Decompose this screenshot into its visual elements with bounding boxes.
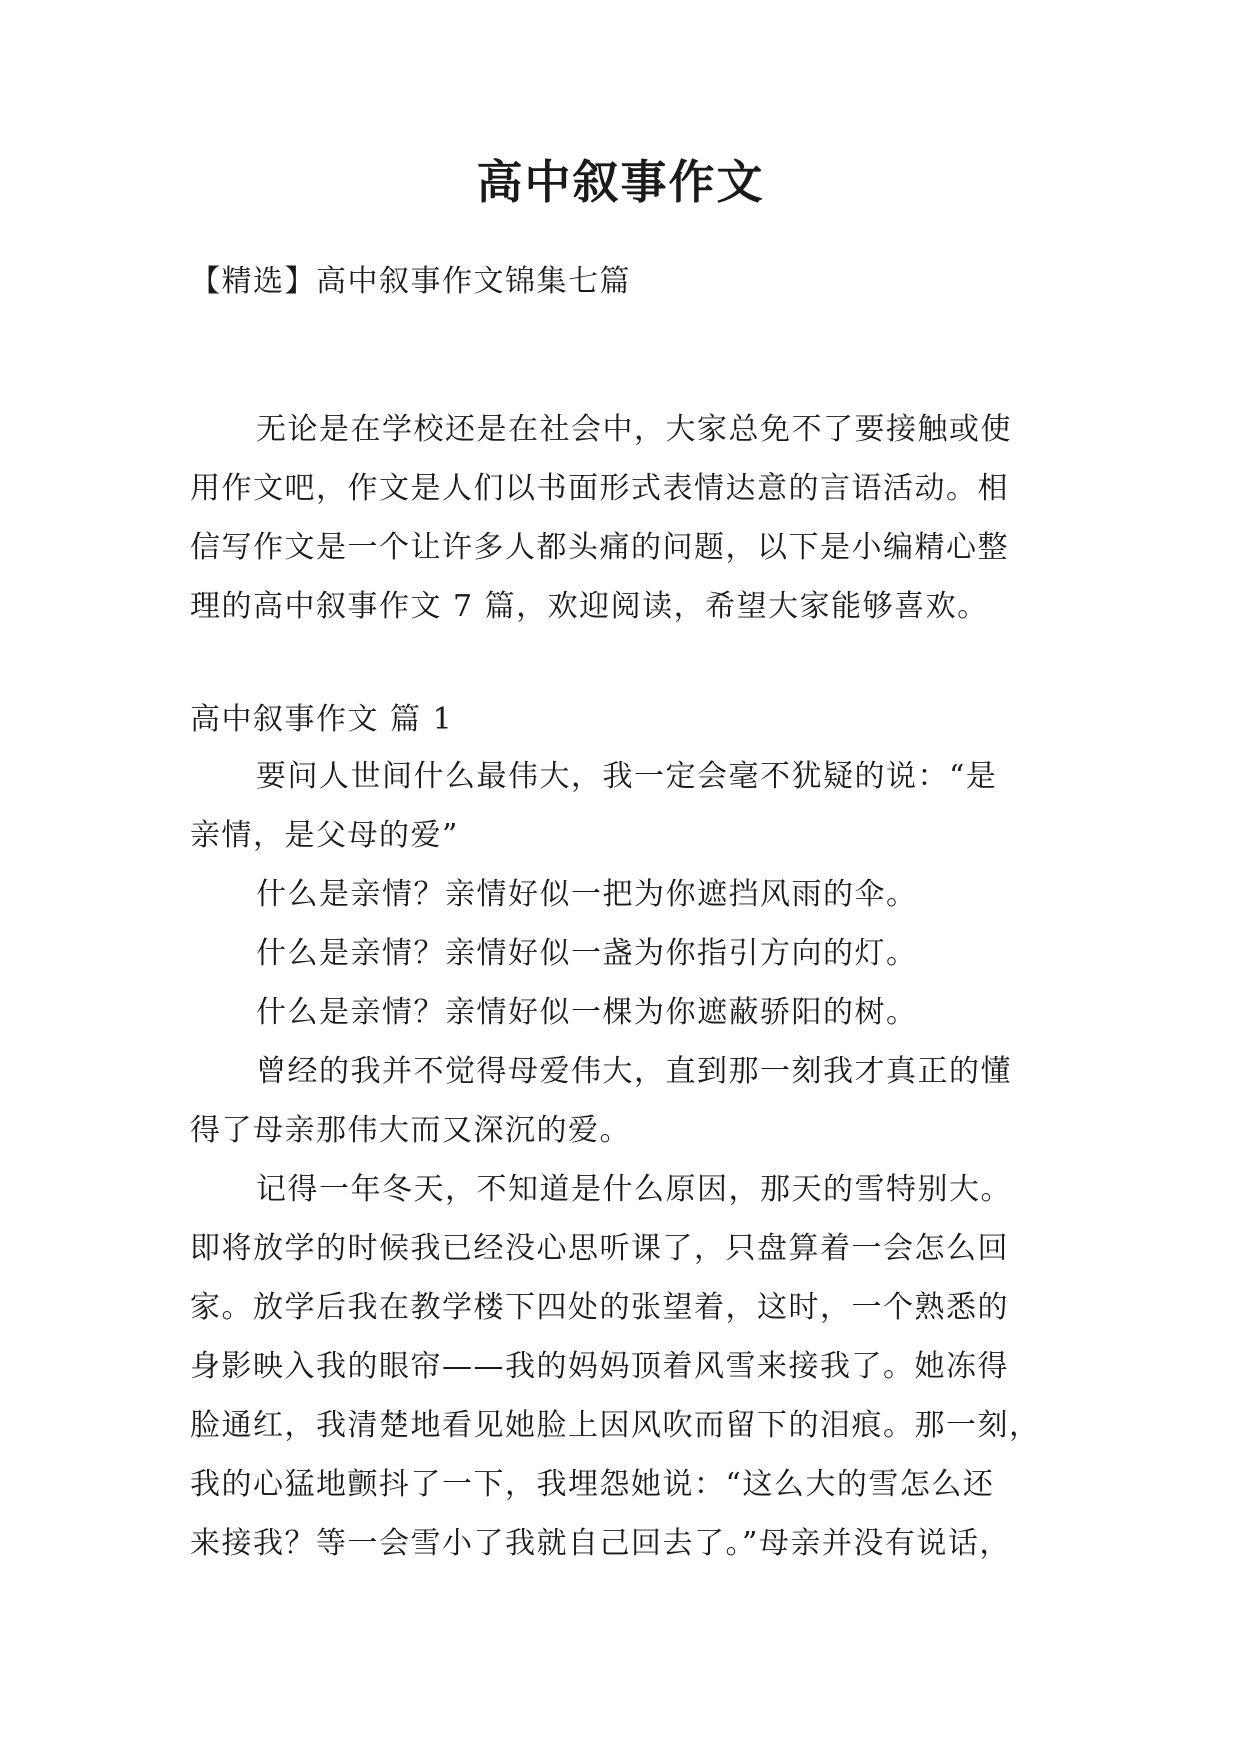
body-line: 什么是亲情？亲情好似一棵为你遮蔽骄阳的树。	[256, 995, 918, 1030]
document-subtitle: 【精选】高中叙事作文锦集七篇	[190, 264, 631, 299]
body-line: 要问人世间什么最伟大，我一定会毫不犹疑的说：“是	[256, 759, 998, 794]
body-line: 脸通红，我清楚地看见她脸上因风吹而留下的泪痕。那一刻，	[190, 1408, 1041, 1443]
body-line: 得了母亲那伟大而又深沉的爱。	[190, 1113, 631, 1148]
body-line: 亲情，是父母的爱”	[190, 818, 459, 853]
body-line: 身影映入我的眼帘——我的妈妈顶着风雪来接我了。她冻得	[190, 1349, 1009, 1384]
body-line: 记得一年冬天，不知道是什么原因，那天的雪特别大。	[256, 1172, 1012, 1207]
document-title: 高中叙事作文	[476, 155, 765, 209]
intro-line: 理的高中叙事作文 7 篇，欢迎阅读，希望大家能够喜欢。	[190, 589, 989, 624]
section-heading: 高中叙事作文 篇 1	[190, 702, 454, 737]
body-line: 什么是亲情？亲情好似一盏为你指引方向的灯。	[256, 936, 918, 971]
body-line: 即将放学的时候我已经没心思听课了，只盘算着一会怎么回	[190, 1231, 1009, 1266]
intro-line: 用作文吧，作文是人们以书面形式表情达意的言语活动。相	[190, 471, 1009, 506]
intro-line: 无论是在学校还是在社会中，大家总免不了要接触或使	[256, 412, 1012, 447]
body-line: 家。放学后我在教学楼下四处的张望着，这时，一个熟悉的	[190, 1290, 1009, 1325]
body-line: 来接我？等一会雪小了我就自己回去了。”母亲并没有说话，	[190, 1526, 1011, 1561]
intro-line: 信写作文是一个让许多人都头痛的问题，以下是小编精心整	[190, 530, 1009, 565]
body-line: 曾经的我并不觉得母爱伟大，直到那一刻我才真正的懂	[256, 1054, 1012, 1089]
body-line: 我的心猛地颤抖了一下，我埋怨她说：“这么大的雪怎么还	[190, 1467, 995, 1502]
body-line: 什么是亲情？亲情好似一把为你遮挡风雨的伞。	[256, 877, 918, 912]
